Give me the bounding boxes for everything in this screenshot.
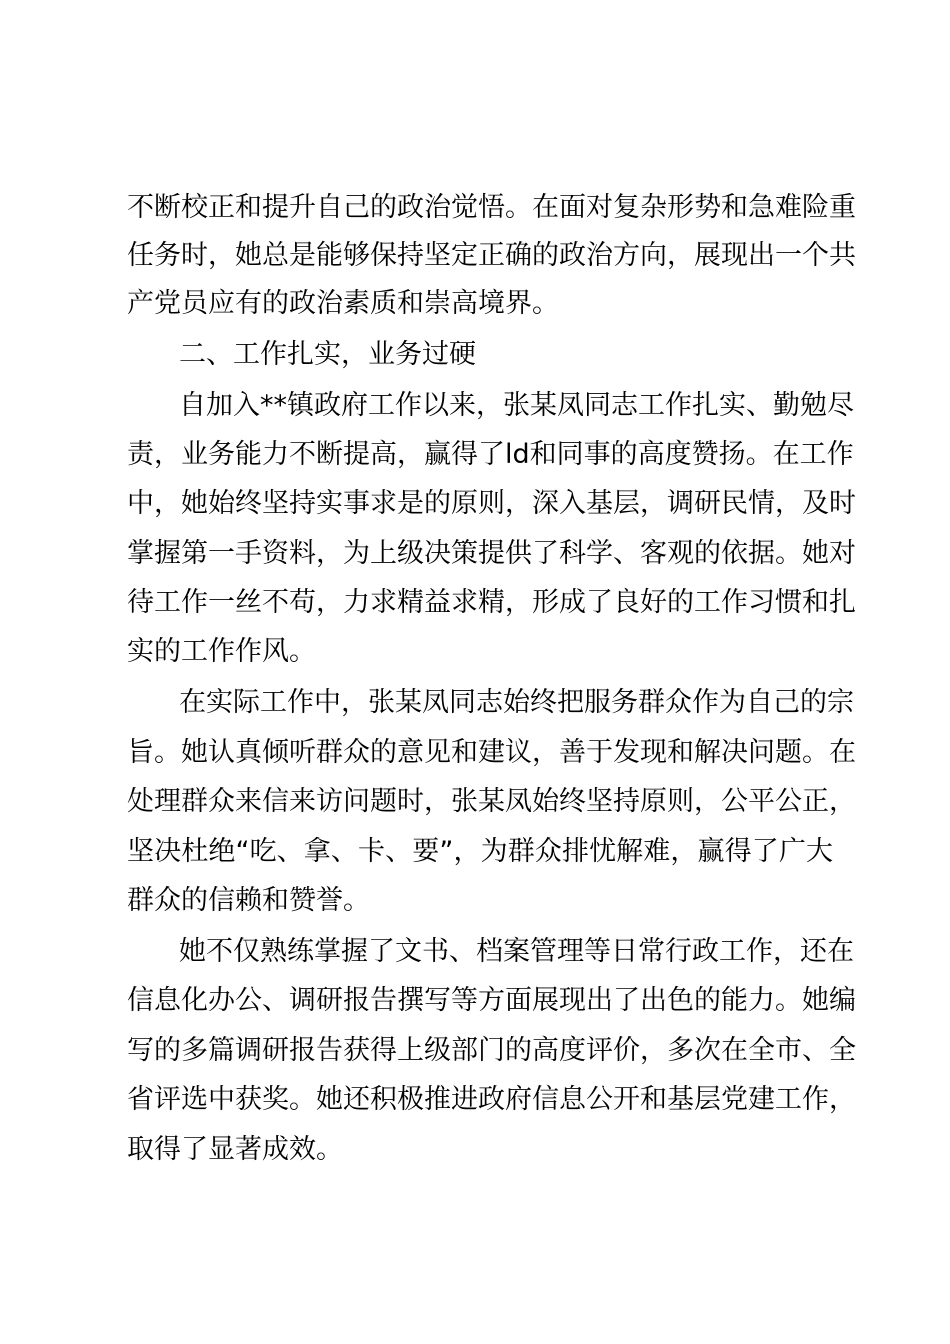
- paragraph-line: 群众的信赖和赞誉。: [127, 885, 370, 916]
- paragraph-line: 取得了显著成效。: [127, 1134, 343, 1165]
- paragraph-line: 掌握第一手资料，为上级决策提供了科学、客观的依据。她对: [127, 538, 856, 569]
- paragraph-line: 实的工作作风。: [127, 636, 316, 667]
- paragraph-line: 信息化办公、调研报告撰写等方面展现出了出色的能力。她编: [127, 985, 856, 1016]
- paragraph-line: 产党员应有的政治素质和崇高境界。: [127, 288, 559, 319]
- paragraph-line: 她不仅熟练掌握了文书、档案管理等日常行政工作，还在: [179, 936, 854, 967]
- paragraph-line: 坚决杜绝“吃、拿、卡、要”，为群众排忧解难，赢得了广大: [127, 836, 833, 867]
- section-heading: 二、工作扎实，业务过硬: [179, 339, 476, 370]
- paragraph-line: 写的多篇调研报告获得上级部门的高度评价，多次在全市、全: [127, 1035, 856, 1066]
- paragraph-line: 省评选中获奖。她还积极推进政府信息公开和基层党建工作，: [127, 1084, 856, 1115]
- paragraph-line: 任务时，她总是能够保持坚定正确的政治方向，展现出一个共: [127, 240, 856, 271]
- paragraph-line: 中，她始终坚持实事求是的原则，深入基层，调研民情，及时: [127, 488, 856, 519]
- paragraph-line: 处理群众来信来访问题时，张某凤始终坚持原则，公平公正，: [127, 786, 856, 817]
- paragraph-line: 不断校正和提升自己的政治觉悟。在面对复杂形势和急难险重: [127, 192, 856, 223]
- paragraph-line: 待工作一丝不苟，力求精益求精，形成了良好的工作习惯和扎: [127, 587, 856, 618]
- paragraph-line: 责，业务能力不断提高，赢得了ld和同事的高度赞扬。在工作: [127, 439, 854, 470]
- paragraph-line: 自加入**镇政府工作以来，张某凤同志工作扎实、勤勉尽: [179, 390, 854, 421]
- paragraph-line: 在实际工作中，张某凤同志始终把服务群众作为自己的宗: [179, 687, 854, 718]
- paragraph-line: 旨。她认真倾听群众的意见和建议，善于发现和解决问题。在: [127, 737, 856, 768]
